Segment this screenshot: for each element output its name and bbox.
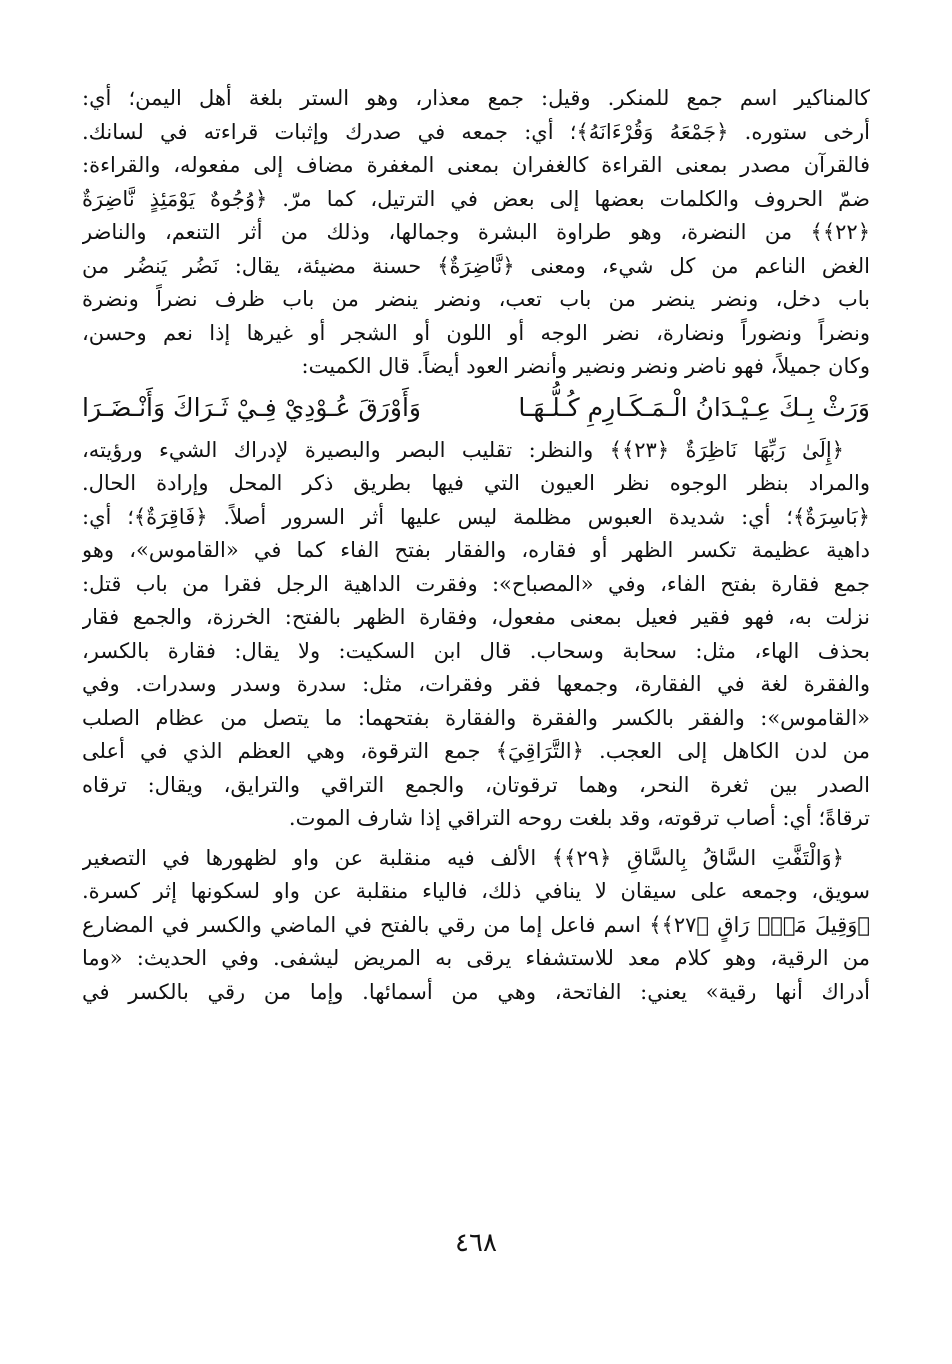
text-line: أدراك أنها رقية» يعني: الفاتحة، وهي من أسمائها. وإما من رقي بالكسر في bbox=[82, 979, 870, 1004]
text-line: سويق، وجمعه على سيقان لا ينافي ذلك، فالياء منقلبة عن واو لسكونها إثر كسرة. bbox=[82, 879, 870, 903]
paragraph-3 bbox=[82, 842, 870, 1010]
text-line: والمراد بنظر الوجوه نظر العيون التي فيها بطريق ذكر المحل وإرادة الحال. bbox=[82, 471, 870, 495]
text-line: ترقاةً؛ أي: أصاب ترقوته، وقد بلغت روحه التراقي إذا شارف الموت. bbox=[288, 806, 870, 830]
poetry-verse bbox=[82, 386, 870, 430]
text-line: الغض الناعم من كل شيء، ومعنى ﴿نَّاضِرَةٌ﴾ حسنة مضيئة، يقال: نَضُر يَنضُر من bbox=[82, 253, 870, 278]
text-line: «القاموس»: والفقر بالكسر والفقرة والفقارة بفتحهما: ما يتصل من عظام الصلب bbox=[82, 705, 870, 730]
text-line: فالقرآن مصدر بمعنى القراءة كالغفران بمعنى المغفرة مضاف إلى مفعوله، والقراءة: bbox=[82, 153, 870, 177]
book-page bbox=[82, 82, 870, 1009]
paragraph-1 bbox=[82, 82, 870, 384]
text-line: من لدن الكاهل إلى العجب. ﴿التَّرَاقِيَ﴾ جمع الترقوة، وهي العظم الذي في أعلى bbox=[82, 739, 870, 763]
text-line: من الرقية، وهو كلام معد للاستشفاء يرقى به المريض ليشفى. وفي الحديث: «وما bbox=[82, 946, 870, 970]
text-line: ﴿وَالْتَفَّتِ السَّاقُ بِالسَّاقِ ﴿٢٩﴾﴾ الألف فيه منقلبة عن واو لظهورها في التصغير bbox=[82, 845, 844, 870]
verse-right-hemistich: وَرَثْ بِـكَ عِـيْـدَانُ الْـمَـكَـارِمِ كُـلُّـهَـا bbox=[518, 392, 870, 422]
text-line: ضمّ الحروف والكلمات بعضها إلى بعض في الترتيل، كما مرّ. ﴿وُجُوهٌ يَوْمَئِذٍ نَّاضِرَةٌ bbox=[82, 186, 870, 211]
text-line: نزلت به، فهو فقير فعيل بمعنى مفعول، وفقارة الظهر بالفتح: الخرزة، والجمع فقار bbox=[82, 605, 870, 629]
text-line: باب دخل، ونضر ينضر من باب تعب، ونضر ينضر من باب ظرف نضراً ونضرة bbox=[82, 287, 870, 311]
paragraph-2 bbox=[82, 434, 870, 836]
text-line: ﴿٢٢﴾﴾ من النضرة، وهو طراوة البشرة وجمالها، وذلك من أثر التنعم، والناضر bbox=[82, 220, 870, 244]
text-line: ونضراً ونضوراً ونضارة، نضر الوجه أو اللون أو الشجر أو غيرها إذا نعم وحسن، bbox=[82, 320, 870, 345]
text-line: بحذف الهاء، مثل: سحابة وسحاب. قال ابن السكيت: ولا يقال: فقارة بالكسر، bbox=[82, 638, 870, 663]
verse-left-hemistich: وَأَوْرَقَ عُـوْدِيْ فِـيْ ثَـرَاكَ وَأَنْـضَـرَا bbox=[82, 392, 421, 422]
text-line: وكان جميلاً، فهو ناضر ونضر ونضير وأنضر العود أيضاً. قال الكميت: bbox=[301, 354, 870, 378]
text-line: والفقرة لغة في الفقارة، وجمعها فقر وفقرات، مثل: سدرة وسدر وسدرات. وفي bbox=[82, 672, 870, 696]
text-line: أرخى ستوره. ﴿جَمْعَهُ وَقُرْءَانَهُ﴾؛ أي: جمعه في صدرك وإثبات قراءته في لسانك. bbox=[82, 119, 870, 144]
text-line: داهية عظيمة تكسر الظهر أو فقاره، والفقار بفتح الفاء كما في «القاموس»، وهو bbox=[82, 538, 870, 562]
text-line: جمع فقارة بفتح الفاء، وفي «المصباح»: وفقرت الداهية الرجل فقرا من باب قتل: bbox=[82, 571, 870, 596]
text-line: ﴿بَاسِرَةٌ﴾؛ أي: شديدة العبوس مظلمة ليس عليها أثر السرور أصلاً. ﴿فَاقِرَةٌ﴾؛ أي: bbox=[82, 504, 870, 529]
page-number: ٤٦٨ bbox=[455, 1228, 497, 1258]
text-line: ﴿وَقِيلَ مَنْۜ رَاقٍ ﴿٢٧﴾﴾ اسم فاعل إما من رقي بالفتح في الماضي والكسر في المضارع bbox=[82, 912, 870, 937]
text-line: كالمناكير اسم جمع للمنكر. وقيل: جمع معذار، وهو الستر بلغة أهل اليمن؛ أي: bbox=[82, 86, 870, 110]
text-line: الصدر بين ثغرة النحر، وهما ترقوتان، والجمع التراقي والترايق، ويقال: ترقاه bbox=[82, 772, 870, 797]
text-line: ﴿إِلَىٰ رَبِّهَا نَاظِرَةٌ ﴿٢٣﴾﴾ والنظر: تقليب البصر والبصيرة لإدراك الشيء ورؤيته، bbox=[82, 437, 844, 462]
